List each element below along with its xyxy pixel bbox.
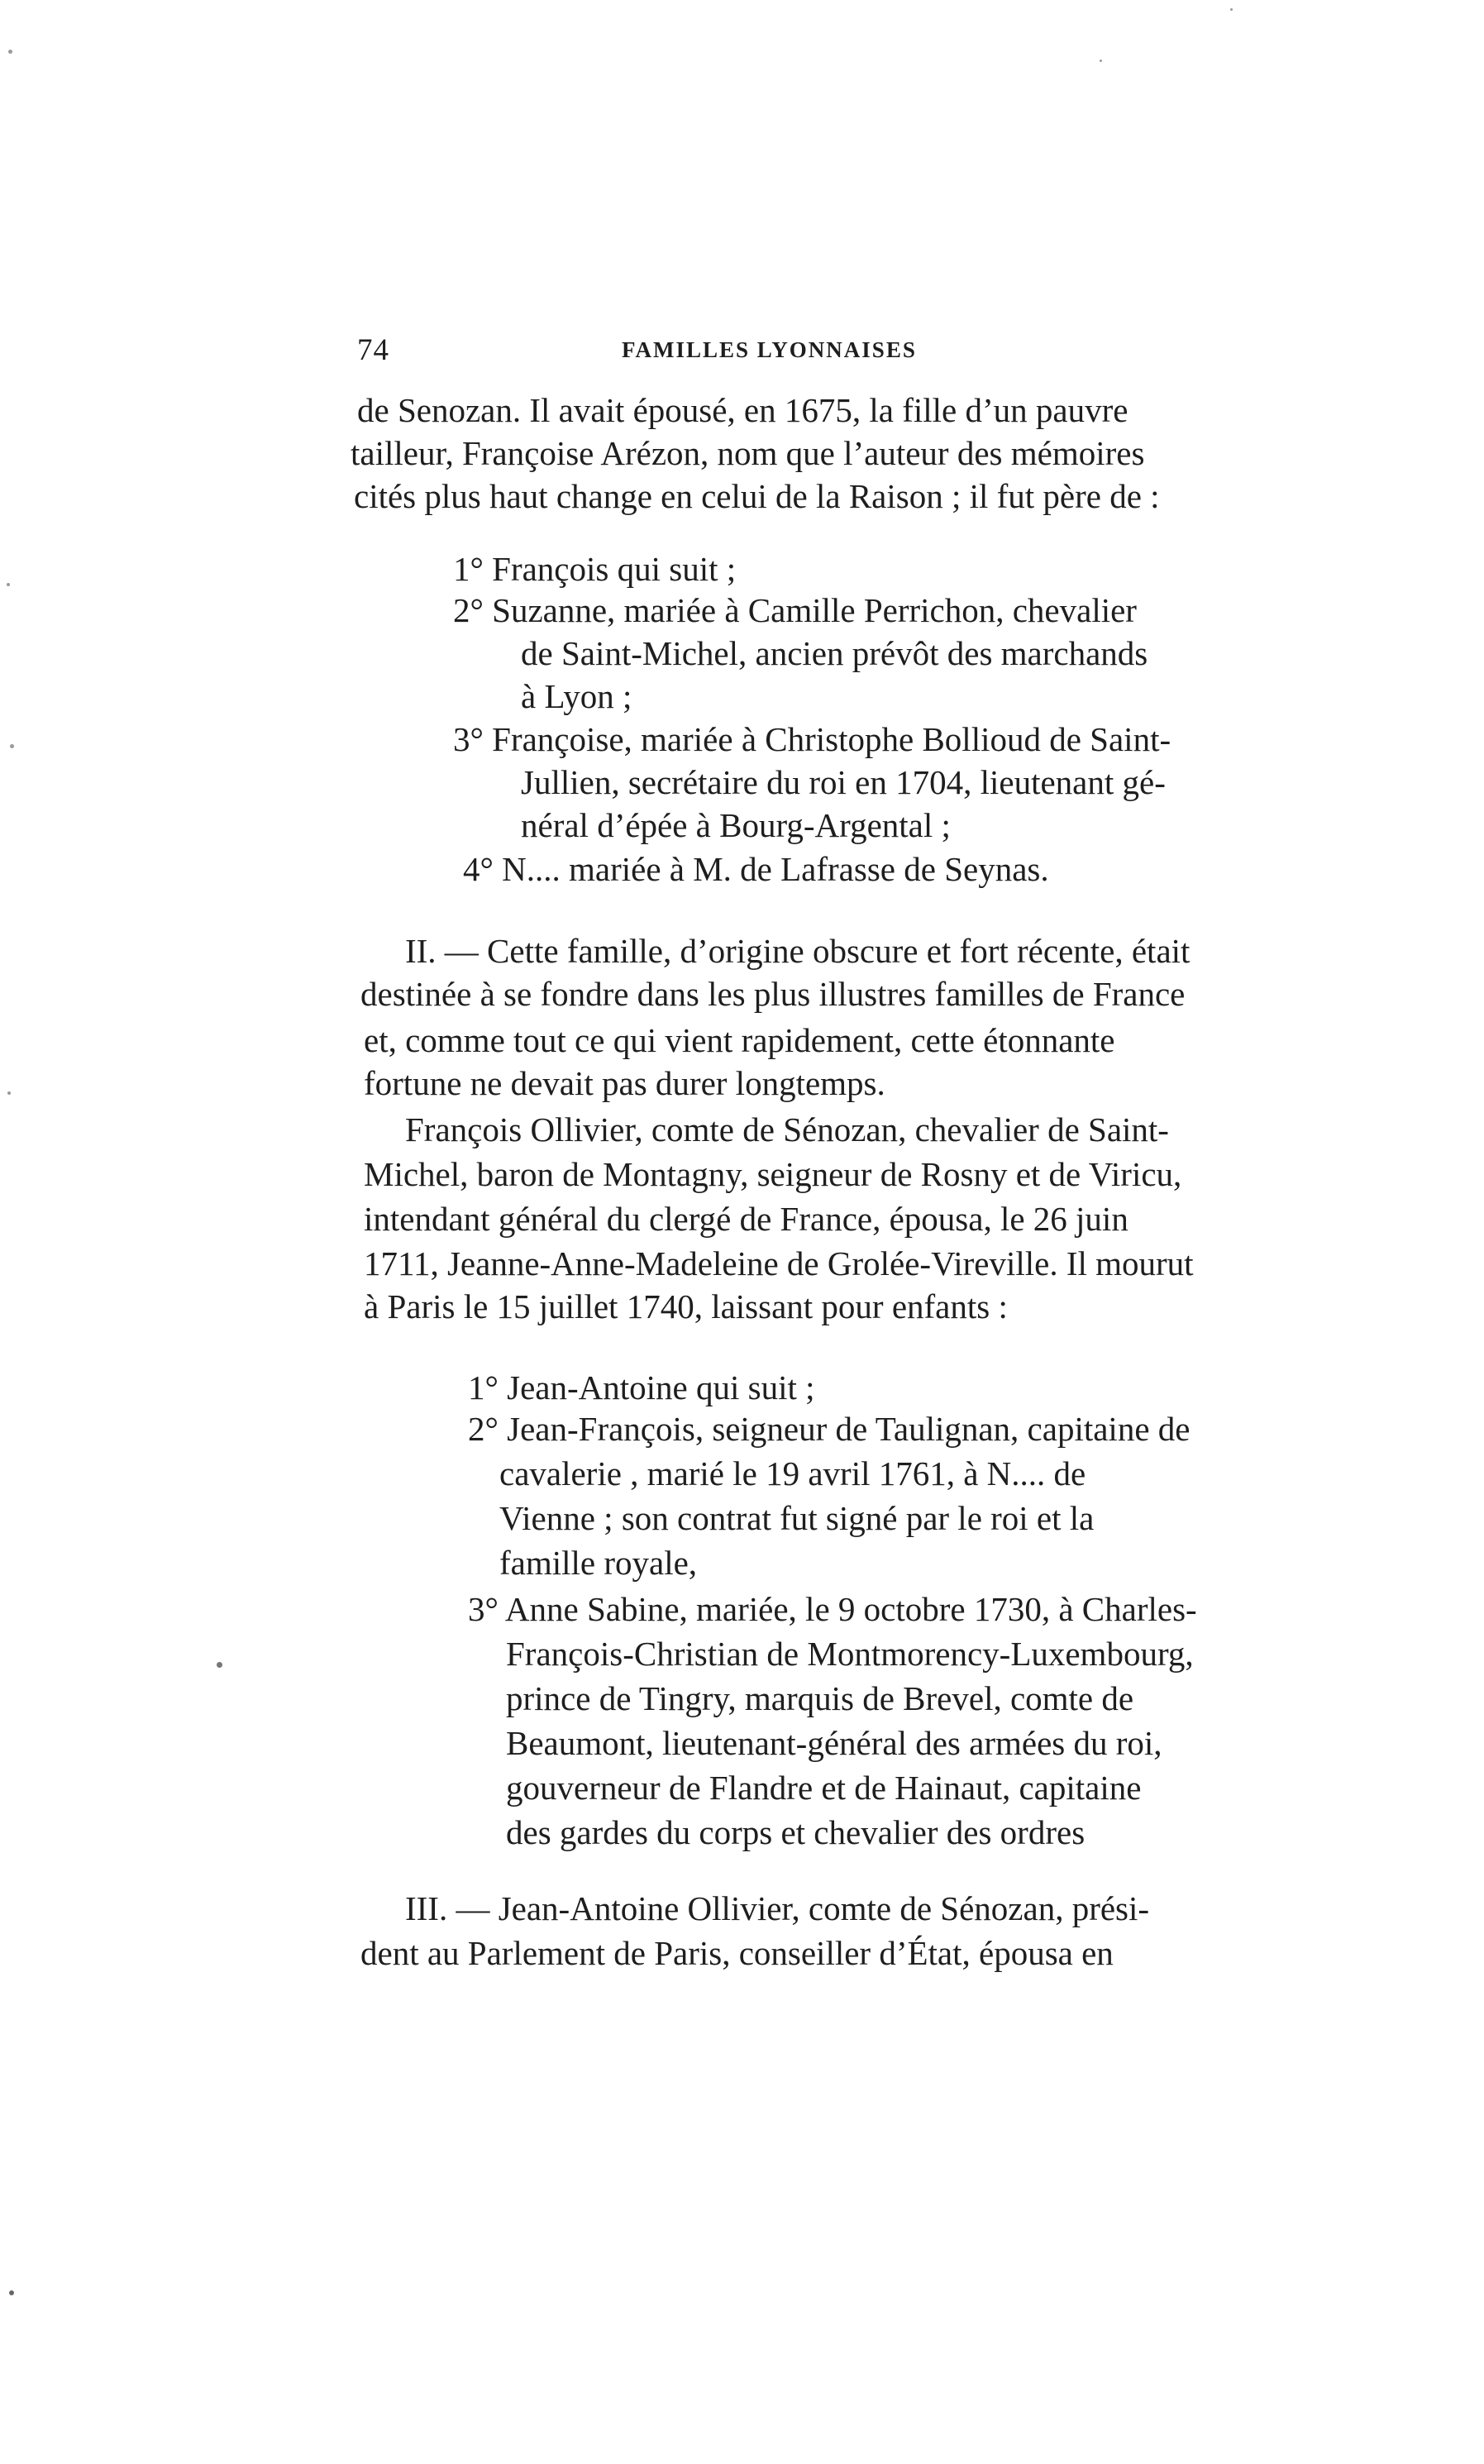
paragraph-line: à Paris le 15 juillet 1740, laissant pour enfants : [364,1287,1008,1325]
list-item-continuation: Vienne ; son contrat fut signé par le roi et la [499,1499,1095,1537]
paragraph-line: Michel, baron de Montagny, seigneur de Rosny et de Viricu, [364,1155,1182,1193]
text-line: cités plus haut change en celui de la Raison ; il fut père de : [354,477,1160,515]
running-head: FAMILLES LYONNAISES [622,337,917,362]
list-item-continuation: cavalerie , marié le 19 avril 1761, à N.... de [499,1454,1086,1492]
scan-speck [10,744,14,748]
list-item-continuation: de Saint-Michel, ancien prévôt des marchands [521,634,1148,672]
scan-speck [8,50,12,54]
list-item: 3° Françoise, mariée à Christophe Bollioud de Saint- [453,720,1171,758]
list-item: 2° Suzanne, mariée à Camille Perrichon, chevalier [453,591,1137,629]
list-item-continuation: prince de Tingry, marquis de Brevel, comte de [506,1679,1134,1717]
list-item-continuation: François-Christian de Montmorency-Luxembourg, [506,1635,1194,1673]
list-item-continuation: néral d’épée à Bourg-Argental ; [521,806,951,844]
scan-speck [1230,8,1233,11]
list-item-continuation: des gardes du corps et chevalier des ordres [506,1813,1086,1851]
list-item: 2° Jean-François, seigneur de Taulignan, capitaine de [468,1410,1191,1448]
scan-speck [1100,60,1102,62]
list-item: 1° Jean-Antoine qui suit ; [468,1368,815,1406]
list-item-continuation: famille royale, [499,1544,698,1582]
list-item: 1° François qui suit ; [453,550,737,588]
scan-speck [7,1091,11,1095]
paragraph-line: dent au Parlement de Paris, conseiller d’État, épousa en [360,1934,1114,1972]
paragraph-line: François Ollivier, comte de Sénozan, chevalier de Saint- [405,1110,1169,1148]
paragraph-line: 1711, Jeanne-Anne-Madeleine de Grolée-Vireville. Il mourut [364,1244,1194,1282]
text-line: de Senozan. Il avait épousé, en 1675, la fille d’un pauvre [357,391,1129,429]
paragraph-line: II. — Cette famille, d’origine obscure et fort récente, était [405,932,1191,970]
list-item-continuation: gouverneur de Flandre et de Hainaut, capitaine [506,1769,1142,1807]
scan-speck [9,2290,14,2295]
paragraph-line: destinée à se fondre dans les plus illustres familles de France [360,975,1186,1013]
paragraph-line: intendant général du clergé de France, épousa, le 26 juin [364,1200,1129,1238]
list-item-continuation: Beaumont, lieutenant-général des armées du roi, [506,1724,1162,1762]
list-item: 4° N.... mariée à M. de Lafrasse de Seynas. [463,850,1049,888]
list-item-continuation: Jullien, secrétaire du roi en 1704, lieutenant gé- [521,763,1166,801]
page-header [357,332,1267,374]
scan-speck [217,1662,222,1668]
list-item: 3° Anne Sabine, mariée, le 9 octobre 1730, à Charles- [468,1590,1197,1628]
page-number: 74 [357,333,389,367]
paragraph-line: et, comme tout ce qui vient rapidement, cette étonnante [364,1021,1115,1059]
text-line: tailleur, Françoise Arézon, nom que l’auteur des mémoires [351,434,1145,472]
scan-speck [7,583,10,586]
paragraph-line: III. — Jean-Antoine Ollivier, comte de Sénozan, prési- [405,1889,1150,1927]
list-item-continuation: à Lyon ; [521,677,632,715]
paragraph-line: fortune ne devait pas durer longtemps. [364,1064,885,1102]
